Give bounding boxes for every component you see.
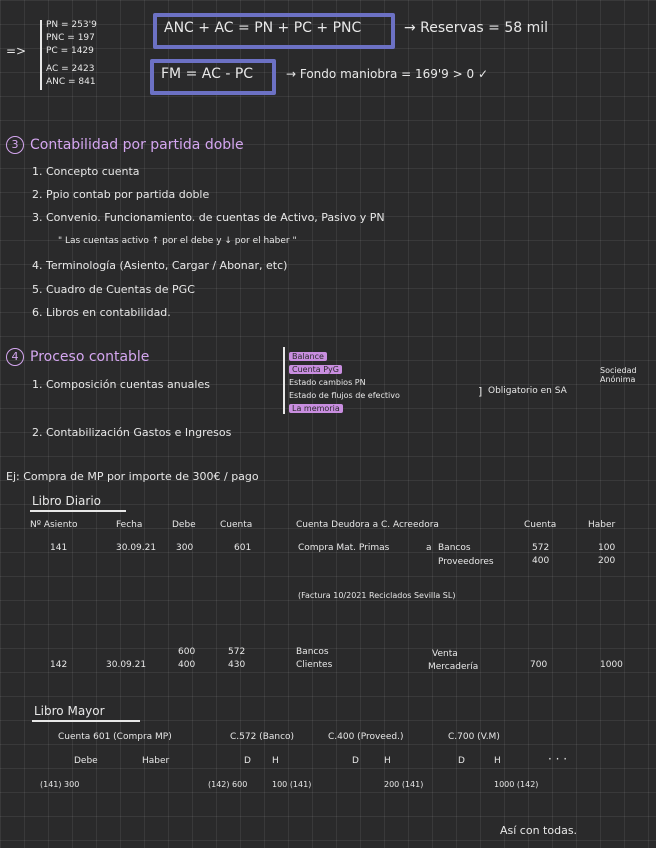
s3-item-4: 4. Terminología (Asiento, Cargar / Abonar, etc) (32, 259, 288, 272)
example-title: Ej: Compra de MP por importe de 300€ / pago (6, 470, 259, 483)
row2-asiento: 142 (50, 660, 68, 670)
s4-item-1: 1. Composición cuentas anuales (32, 378, 210, 391)
sub-cambios-pn: Estado cambios PN (289, 378, 366, 387)
row1-debe: 300 (176, 543, 194, 553)
row2-cuenta-1: 572 (228, 647, 246, 657)
row1-fecha: 30.09.21 (116, 543, 157, 553)
sub-flujos: Estado de flujos de efectivo (289, 391, 400, 400)
section-3-title: Contabilidad por partida doble (30, 137, 244, 153)
row1-cuenta: 601 (234, 543, 252, 553)
mayor-572: C.572 (Banco) (230, 732, 295, 742)
value-anc: ANC = 841 (46, 77, 96, 87)
s3-item-2: 2. Ppio contab por partida doble (32, 188, 210, 201)
fondo-maniobra-result: → Fondo maniobra = 169'9 > 0 ✓ (286, 67, 489, 81)
row1-concepto: Compra Mat. Primas (298, 543, 390, 553)
dh-572-d: D (244, 756, 251, 766)
section-4-title: Proceso contable (30, 349, 150, 365)
mayor-400: C.400 (Proveed.) (328, 732, 404, 742)
row1-asiento: 141 (50, 543, 68, 553)
dh-572-h: H (272, 756, 279, 766)
value-pn: PN = 253'9 (46, 20, 97, 30)
mayor-700: C.700 (V.M) (448, 732, 500, 742)
mayor-entry-400: 200 (141) (384, 780, 424, 789)
value-ac: AC = 2423 (46, 64, 95, 74)
row1-note: (Factura 10/2021 Reciclados Sevilla SL) (298, 591, 456, 600)
sub-balance: Balance (289, 352, 327, 361)
reservas-result: → Reservas = 58 mil (404, 20, 549, 36)
equation-1: ANC + AC = PN + PC + PNC (164, 20, 362, 36)
row1-cuenta-h-2: 400 (532, 556, 550, 566)
row1-cuenta-h-1: 572 (532, 543, 550, 553)
header-debe: Debe (172, 520, 196, 530)
header-cuenta-2: Cuenta (524, 520, 557, 530)
s4-item-2: 2. Contabilización Gastos e Ingresos (32, 426, 232, 439)
dh-debe: Debe (74, 756, 98, 766)
row1-a: a (426, 543, 432, 553)
row2-deudora-2: Clientes (296, 660, 333, 670)
row1-acreedora-2: Proveedores (438, 557, 494, 567)
header-asiento: Nº Asiento (30, 520, 78, 530)
sub-memoria: La memoria (289, 404, 343, 413)
sub-pyg: Cuenta PyG (289, 365, 342, 374)
libro-mayor-underline (32, 720, 140, 722)
row2-acreedora-2: Mercadería (428, 662, 479, 672)
libro-diario-underline (30, 510, 126, 512)
section-3-number: 3 (6, 136, 24, 154)
mayor-entry-700: 1000 (142) (494, 780, 539, 789)
header-concepto: Cuenta Deudora a C. Acreedora (296, 520, 439, 530)
dh-ellipsis: · · · (548, 752, 568, 766)
sa-note: Sociedad Anónima (600, 366, 637, 384)
dh-700-h: H (494, 756, 501, 766)
row2-cuenta-2: 430 (228, 660, 246, 670)
value-pnc: PNC = 197 (46, 33, 95, 43)
libro-diario-title: Libro Diario (32, 494, 101, 508)
row2-debe-1: 600 (178, 647, 196, 657)
header-cuenta: Cuenta (220, 520, 253, 530)
header-fecha: Fecha (116, 520, 143, 530)
dh-400-d: D (352, 756, 359, 766)
section-4-number: 4 (6, 348, 24, 366)
bracket: ] (478, 385, 483, 398)
row2-debe-2: 400 (178, 660, 196, 670)
row2-acreedora-1: Venta (432, 649, 458, 659)
libro-mayor-title: Libro Mayor (34, 704, 105, 718)
value-pc: PC = 1429 (46, 46, 94, 56)
row1-haber-2: 200 (598, 556, 616, 566)
s3-item-3: 3. Convenio. Funcionamiento. de cuentas de Activo, Pasivo y PN (32, 211, 385, 224)
implies-arrow: => (6, 44, 27, 58)
brace-line (40, 20, 42, 90)
dh-700-d: D (458, 756, 465, 766)
row1-haber-1: 100 (598, 543, 616, 553)
obligatorio-sa: Obligatorio en SA (488, 386, 567, 396)
dh-400-h: H (384, 756, 391, 766)
mayor-entry-601: (141) 300 (40, 780, 80, 789)
s3-quote: " Las cuentas activo ↑ por el debe y ↓ por el haber " (58, 236, 297, 246)
row2-fecha: 30.09.21 (106, 660, 147, 670)
header-haber: Haber (588, 520, 616, 530)
s3-item-6: 6. Libros en contabilidad. (32, 306, 171, 319)
list-bar (283, 347, 285, 414)
mayor-entry-572-h: 100 (141) (272, 780, 312, 789)
row2-cuenta-h: 700 (530, 660, 548, 670)
s3-item-1: 1. Concepto cuenta (32, 165, 140, 178)
equation-2: FM = AC - PC (161, 66, 254, 82)
row2-haber: 1000 (600, 660, 623, 670)
mayor-601: Cuenta 601 (Compra MP) (58, 732, 172, 742)
s3-item-5: 5. Cuadro de Cuentas de PGC (32, 283, 195, 296)
dh-haber: Haber (142, 756, 170, 766)
row2-deudora-1: Bancos (296, 647, 329, 657)
footer-note: Así con todas. (500, 824, 578, 837)
row1-acreedora-1: Bancos (438, 543, 471, 553)
mayor-entry-572-d: (142) 600 (208, 780, 248, 789)
